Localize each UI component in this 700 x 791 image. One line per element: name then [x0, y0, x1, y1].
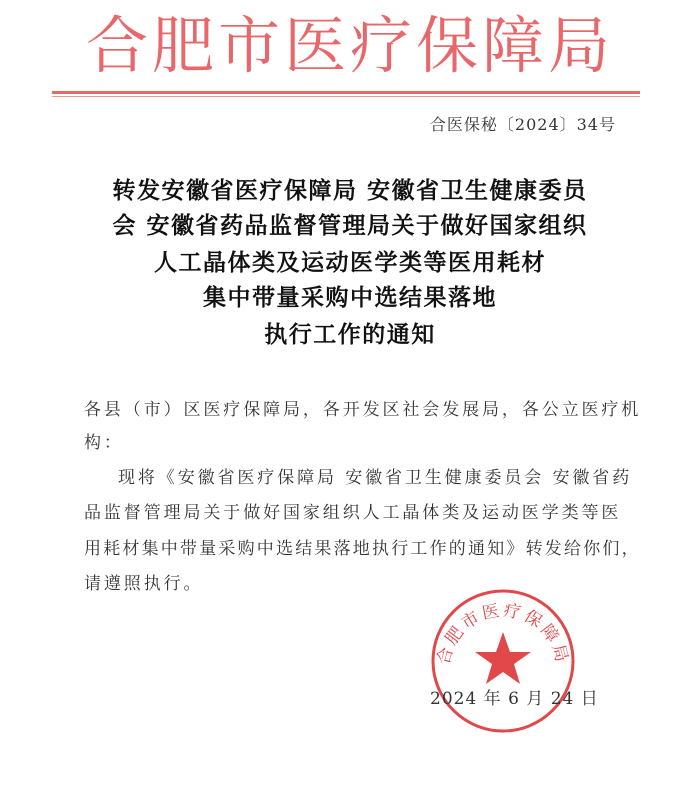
title-line: 会 安徽省药品监督管理局关于做好国家组织: [112, 212, 588, 239]
body-line: 现将《安徽省医疗保障局 安徽省卫生健康委员会 安徽省药: [118, 468, 633, 488]
title-line: 人工晶体类及运动医学类等医用耗材: [154, 249, 546, 276]
header-divider: [52, 91, 640, 94]
official-seal: [430, 588, 576, 734]
issuing-organization-header: 合肥市医疗保障局: [85, 9, 614, 82]
document-number: 合医保秘〔2024〕34号: [429, 115, 616, 134]
addressee-line: 各县（市）区医疗保障局，各开发区社会发展局，各公立医疗机: [84, 400, 642, 420]
svg-text:合肥市医疗保障局: 合肥市医疗保障局: [433, 600, 573, 667]
title-line: 转发安徽省医疗保障局 安徽省卫生健康委员: [112, 177, 588, 204]
star-icon: [475, 632, 531, 684]
addressee-line: 构：: [84, 433, 124, 453]
title-line: 集中带量采购中选结果落地: [203, 284, 497, 311]
title-line: 执行工作的通知: [264, 321, 436, 348]
body-line: 品监督管理局关于做好国家组织人工晶体类及运动医学类等医: [84, 503, 622, 523]
issue-date: 2024 年 6 月 24 日: [430, 689, 599, 709]
header-divider-thin: [52, 96, 640, 97]
body-line: 用耗材集中带量采购中选结果落地执行工作的通知》转发给你们，: [84, 539, 641, 559]
body-line: 请遵照执行。: [84, 574, 204, 594]
